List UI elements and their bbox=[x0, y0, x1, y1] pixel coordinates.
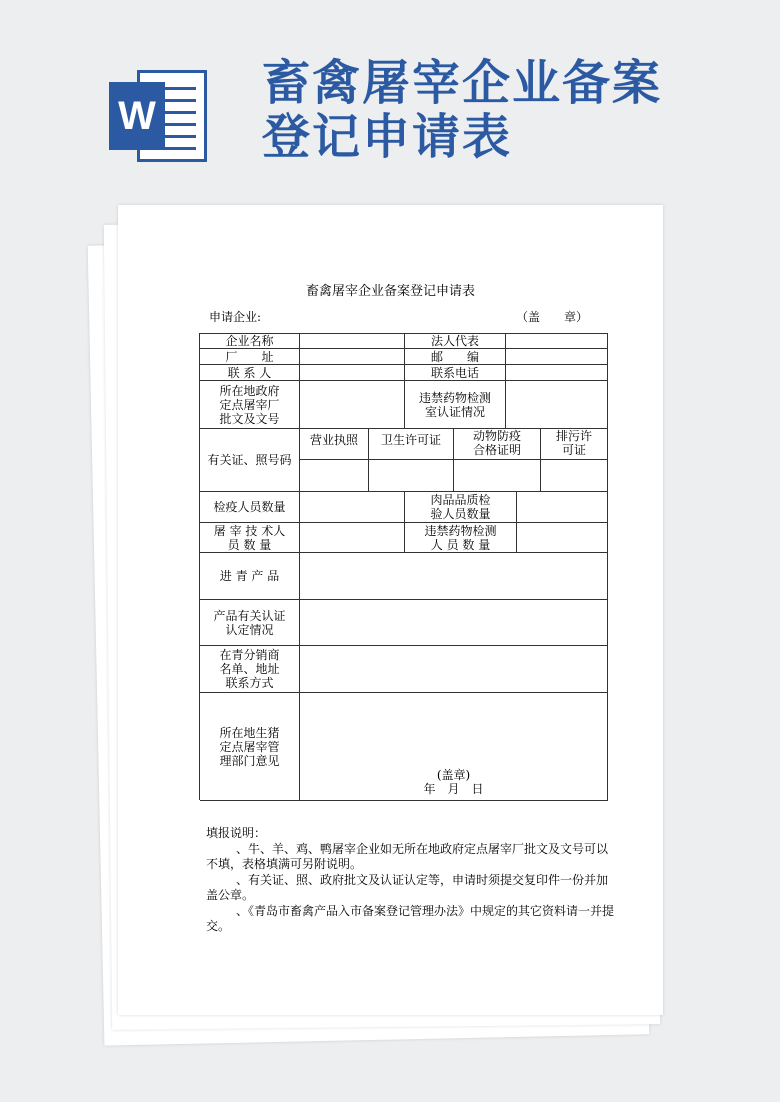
field-business-license[interactable] bbox=[300, 460, 369, 492]
field-drug-test-staff[interactable] bbox=[517, 523, 608, 553]
label-discharge-permit: 排污许可证 bbox=[541, 429, 608, 460]
label-drug-test-staff: 违禁药物检测人 员 数 量 bbox=[405, 523, 517, 553]
label-health-permit: 卫生许可证 bbox=[369, 429, 454, 460]
note-item: 、牛、羊、鸡、鸭屠宰企业如无所在地政府定点屠宰厂批文及文号可以不填，表格填满可另附说明。 bbox=[206, 841, 609, 871]
field-slaughter-staff[interactable] bbox=[300, 523, 405, 553]
form-title: 畜禽屠宰企业备案登记申请表 bbox=[305, 284, 475, 299]
field-phone[interactable] bbox=[506, 365, 608, 381]
field-product-cert[interactable] bbox=[300, 600, 608, 646]
label-quarantine-staff: 检疫人员数量 bbox=[200, 492, 300, 523]
field-products[interactable] bbox=[300, 553, 608, 600]
label-licenses: 有关证、照号码 bbox=[200, 429, 300, 492]
banner-title: 畜禽屠宰企业备案登记申请表 bbox=[262, 55, 663, 165]
opinion-stamp: (盖章) bbox=[436, 768, 471, 782]
field-authority-opinion[interactable] bbox=[300, 693, 608, 801]
filling-notes bbox=[206, 826, 616, 935]
registration-table bbox=[199, 333, 608, 800]
field-lab-cert[interactable] bbox=[506, 381, 608, 429]
field-discharge-permit[interactable] bbox=[541, 460, 608, 492]
field-meat-inspect-staff[interactable] bbox=[517, 492, 608, 523]
label-epidemic-cert: 动物防疫合格证明 bbox=[454, 429, 541, 460]
stamp-label: （盖 章） bbox=[516, 310, 589, 324]
label-product-cert: 产品有关认证认定情况 bbox=[200, 600, 300, 646]
word-document-icon: W bbox=[109, 70, 209, 162]
field-quarantine-staff[interactable] bbox=[300, 492, 405, 523]
label-distributors: 在青分销商名单、地址联系方式 bbox=[200, 646, 300, 693]
label-contact: 联 系 人 bbox=[200, 365, 300, 381]
applicant-label: 申请企业: bbox=[209, 310, 262, 324]
field-health-permit[interactable] bbox=[369, 460, 454, 492]
opinion-date: 年 月 日 bbox=[423, 782, 484, 796]
field-contact[interactable] bbox=[300, 365, 405, 381]
note-item: 、有关证、照、政府批文及认证认定等，申请时须提交复印件一份并加盖公章。 bbox=[206, 872, 609, 902]
field-postcode[interactable] bbox=[506, 349, 608, 365]
label-authority-opinion: 所在地生猪定点屠宰管理部门意见 bbox=[200, 693, 300, 801]
note-item: 、《青岛市畜禽产品入市备案登记管理办法》中规定的其它资料请一并提交。 bbox=[206, 903, 615, 933]
label-slaughter-staff: 屠 宰 技 术人 员 数 量 bbox=[200, 523, 300, 553]
label-legal-rep: 法人代表 bbox=[405, 334, 506, 349]
field-approval[interactable] bbox=[300, 381, 405, 429]
label-company-name: 企业名称 bbox=[200, 334, 300, 349]
field-distributors[interactable] bbox=[300, 646, 608, 693]
label-address: 厂 址 bbox=[200, 349, 300, 365]
label-meat-inspect-staff: 肉品品质检验人员数量 bbox=[405, 492, 517, 523]
field-address[interactable] bbox=[300, 349, 405, 365]
label-lab-cert: 违禁药物检测室认证情况 bbox=[405, 381, 506, 429]
field-company-name[interactable] bbox=[300, 334, 405, 349]
label-postcode: 邮 编 bbox=[405, 349, 506, 365]
label-approval: 所在地政府定点屠宰厂批文及文号 bbox=[200, 381, 300, 429]
field-legal-rep[interactable] bbox=[506, 334, 608, 349]
field-epidemic-cert[interactable] bbox=[454, 460, 541, 492]
notes-heading: 填报说明： bbox=[206, 826, 267, 840]
label-business-license: 营业执照 bbox=[300, 429, 369, 460]
label-products: 进 青 产 品 bbox=[200, 553, 300, 600]
label-phone: 联系电话 bbox=[405, 365, 506, 381]
